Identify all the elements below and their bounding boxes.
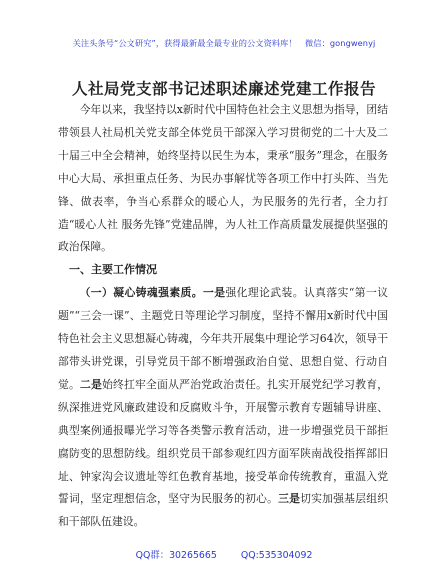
point-label: 三是 <box>278 492 301 506</box>
document-body <box>58 99 388 534</box>
point-text: 切实加强基层组织和干部队伍建设。 <box>58 492 389 529</box>
subsection-paragraph <box>58 282 388 534</box>
point-label: 一是 <box>203 286 226 300</box>
point-label: 二是 <box>80 377 103 391</box>
section-heading: 一、主要工作情况 <box>69 263 157 277</box>
contact-footer <box>0 547 448 561</box>
subsection-heading: （一）凝心铸魂强素质。 <box>79 286 203 300</box>
intro-paragraph: 今年以来，我坚持以x新时代中国特色社会主义思想为指导，团结带领县人社局机关党支部全体党员干部深入学习贯彻党的二十大及二十届三中全会精神，始终坚持以民生为本，秉承“服务”理念，在服务中心大局、承担重点任务、为民办事解忧等各项工作中打头阵、当先锋、做表率，争当心系群众的暖心人，为民服务的先行者，全力打造“暖心人社 服务先锋”党建品牌，为人社工作高质量发展提供坚强的政治保障。 <box>58 103 388 254</box>
qq-group-text: QQ群：30265665 <box>135 550 217 561</box>
point-text: 强化理论武装。认真落实“第一议题”“三会一课”、主题党日等理论学习制度，坚持不懈用x新时代中国特色社会主义思想凝心铸魂，今年共开展集中理论学习64次，领导干部带头讲党课，引导党员干部不断增强政治自觉、思想自觉、行动自觉。 <box>58 286 389 391</box>
point-text: 始终扛牢全面从严治党政治责任。扎实开展党纪学习教育，纵深推进党风廉政建设和反腐败斗争，开展警示教育专题辅导讲座、典型案例通报曝光学习等各类警示教育活动，进一步增强党员干部拒腐防变的思想防线。组织党员干部参观红四方面军陕南战役指挥部旧址、钟家沟会议遗址等红色教育基地，接受革命传统教育，重温入党誓词，坚定理想信念，坚守为民服务的初心。 <box>58 377 389 506</box>
qq-text: QQ:535304092 <box>240 550 313 561</box>
promo-banner: 关注头条号“公文研究”，获得最新最全最专业的公文资料库！ 微信：gongwenyj <box>72 38 376 48</box>
document-title: 人社局党支部书记述职述廉述党建工作报告 <box>71 80 376 98</box>
